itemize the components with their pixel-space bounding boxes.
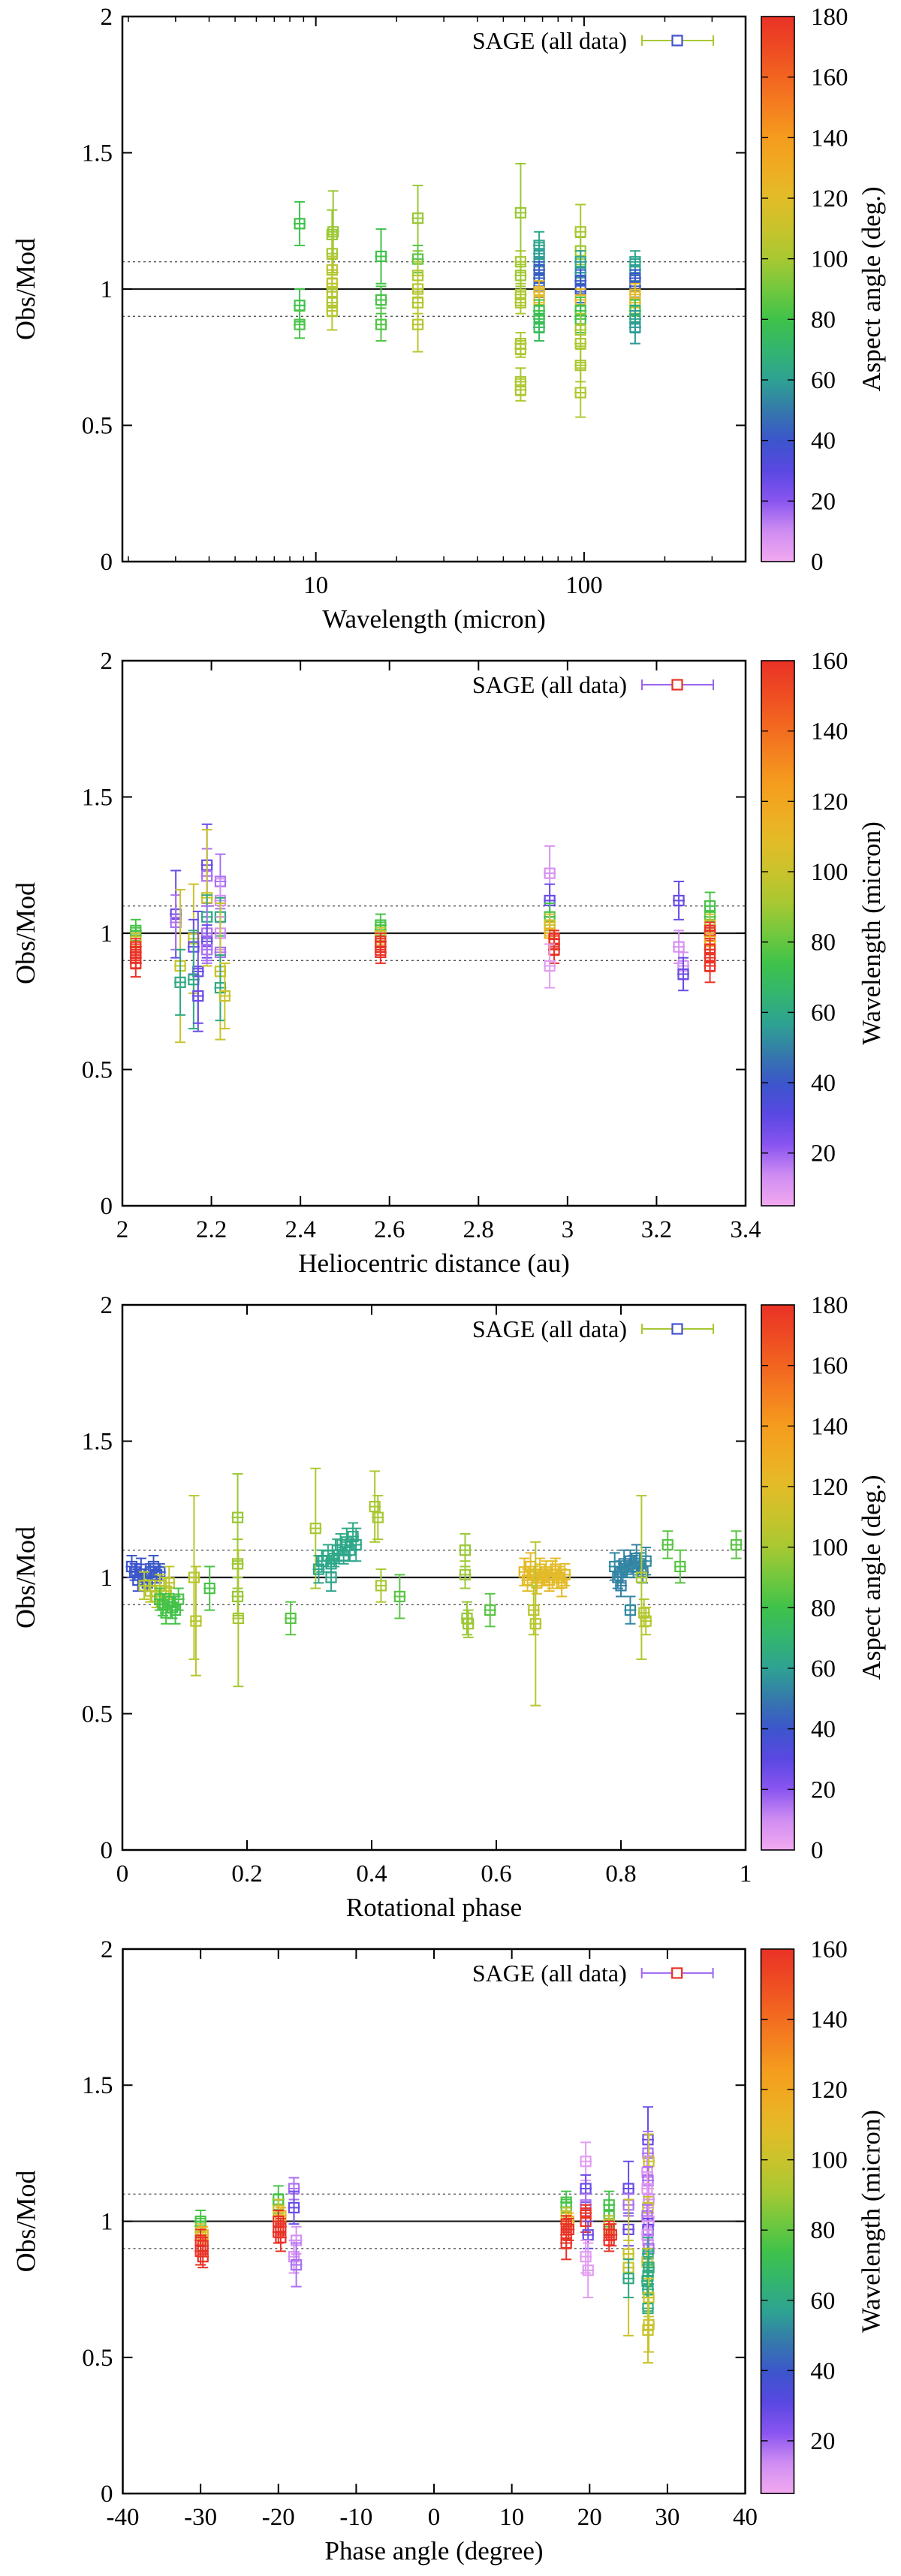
- svg-text:0: 0: [100, 1193, 113, 1220]
- colorbar: [761, 1292, 886, 1864]
- legend-label: SAGE (all data): [472, 27, 627, 54]
- legend: [472, 27, 713, 54]
- svg-text:140: 140: [811, 718, 848, 746]
- legend-label: SAGE (all data): [472, 671, 627, 698]
- y-axis-title: Obs/Mod: [11, 2170, 41, 2273]
- svg-text:2: 2: [116, 1216, 129, 1243]
- legend: [472, 1960, 713, 1987]
- y-axis-title: Obs/Mod: [11, 1526, 41, 1629]
- svg-text:80: 80: [810, 2217, 836, 2245]
- colorbar-title: Wavelength (micron): [856, 2110, 886, 2333]
- svg-text:160: 160: [811, 648, 848, 675]
- svg-text:10: 10: [499, 2504, 525, 2532]
- svg-text:100: 100: [811, 1534, 848, 1562]
- svg-text:80: 80: [811, 929, 836, 957]
- svg-text:10: 10: [303, 572, 329, 599]
- svg-text:0: 0: [811, 1837, 824, 1864]
- svg-text:20: 20: [811, 1140, 836, 1167]
- colorbar-title: Aspect angle (deg.): [857, 1475, 886, 1680]
- legend-label: SAGE (all data): [472, 1315, 627, 1342]
- svg-text:40: 40: [810, 2358, 836, 2385]
- svg-text:0.4: 0.4: [356, 1860, 387, 1888]
- svg-text:0.5: 0.5: [81, 1701, 113, 1728]
- chart-obs-mod-vs-wavelength: [0, 0, 901, 644]
- colorbar-title: Aspect angle (deg.): [857, 186, 886, 392]
- svg-text:0: 0: [427, 2504, 441, 2532]
- svg-text:40: 40: [811, 427, 836, 455]
- svg-text:0: 0: [811, 549, 824, 576]
- colorbar: [761, 1936, 886, 2493]
- svg-text:20: 20: [810, 2427, 836, 2455]
- colorbar: [761, 4, 886, 576]
- svg-text:1: 1: [100, 920, 113, 948]
- svg-text:180: 180: [811, 1292, 848, 1319]
- svg-text:2: 2: [100, 1292, 113, 1319]
- svg-text:0.5: 0.5: [82, 2344, 113, 2372]
- svg-text:2: 2: [100, 4, 113, 31]
- legend-marker: [672, 1968, 682, 1978]
- svg-text:0: 0: [101, 2481, 113, 2508]
- svg-text:180: 180: [811, 4, 848, 31]
- svg-text:0: 0: [100, 549, 113, 576]
- colorbar: [761, 648, 886, 1206]
- svg-text:100: 100: [565, 572, 603, 599]
- svg-text:0.8: 0.8: [605, 1860, 637, 1888]
- svg-text:3.4: 3.4: [730, 1216, 761, 1243]
- svg-text:40: 40: [733, 2504, 758, 2532]
- svg-text:1: 1: [739, 1860, 752, 1888]
- x-axis-title: Heliocentric distance (au): [298, 1249, 570, 1278]
- svg-text:140: 140: [811, 125, 848, 152]
- svg-text:1: 1: [101, 2208, 113, 2236]
- svg-text:140: 140: [810, 2006, 848, 2034]
- data-points: [125, 1469, 742, 1706]
- svg-text:60: 60: [811, 367, 836, 394]
- svg-text:1.5: 1.5: [82, 2072, 113, 2100]
- svg-text:1.5: 1.5: [81, 140, 113, 167]
- y-axis-title: Obs/Mod: [11, 881, 41, 985]
- svg-text:-20: -20: [261, 2504, 295, 2532]
- svg-text:80: 80: [811, 306, 836, 334]
- svg-text:160: 160: [810, 1936, 848, 1963]
- reference-lines: [122, 262, 746, 317]
- svg-text:160: 160: [811, 1352, 848, 1380]
- legend: [472, 671, 713, 698]
- colorbar-title: Wavelength (micron): [857, 821, 886, 1045]
- x-axis-title: Phase angle (degree): [324, 2536, 544, 2566]
- y-axis-title: Obs/Mod: [11, 237, 41, 341]
- svg-text:100: 100: [811, 246, 848, 273]
- svg-text:0: 0: [100, 1837, 113, 1864]
- svg-text:30: 30: [655, 2504, 680, 2532]
- svg-text:100: 100: [810, 2147, 848, 2174]
- x-axis-title: Rotational phase: [345, 1893, 523, 1922]
- svg-text:1.5: 1.5: [81, 1428, 113, 1456]
- svg-text:120: 120: [811, 788, 848, 816]
- svg-text:-40: -40: [106, 2504, 140, 2532]
- svg-text:0.2: 0.2: [231, 1860, 263, 1888]
- svg-text:3: 3: [561, 1216, 574, 1243]
- svg-text:1: 1: [100, 276, 113, 303]
- legend-marker: [673, 36, 683, 46]
- svg-text:2.4: 2.4: [285, 1216, 316, 1243]
- svg-text:120: 120: [810, 2077, 848, 2104]
- legend-label: SAGE (all data): [472, 1960, 627, 1987]
- legend-marker: [673, 1324, 683, 1334]
- svg-text:60: 60: [811, 999, 836, 1027]
- svg-text:140: 140: [811, 1413, 848, 1441]
- svg-text:40: 40: [811, 1716, 836, 1743]
- svg-text:40: 40: [811, 1070, 836, 1098]
- data-points: [294, 164, 641, 417]
- chart-obs-mod-vs-heliocentric-distance: [0, 644, 901, 1288]
- svg-text:2.6: 2.6: [374, 1216, 405, 1243]
- svg-text:160: 160: [811, 64, 848, 92]
- legend-marker: [673, 680, 683, 690]
- svg-text:0.5: 0.5: [81, 1056, 113, 1084]
- svg-text:120: 120: [811, 185, 848, 212]
- chart-obs-mod-vs-rotational-phase: [0, 1288, 901, 1933]
- svg-text:-10: -10: [339, 2504, 373, 2532]
- svg-text:2.2: 2.2: [195, 1216, 228, 1243]
- svg-text:0.6: 0.6: [481, 1860, 512, 1888]
- svg-text:80: 80: [811, 1595, 836, 1622]
- svg-text:0: 0: [116, 1860, 129, 1888]
- svg-text:20: 20: [811, 1776, 836, 1804]
- svg-text:3.2: 3.2: [640, 1216, 673, 1243]
- legend: [472, 1315, 713, 1342]
- svg-text:100: 100: [811, 859, 848, 887]
- data-points: [194, 2107, 655, 2363]
- svg-text:60: 60: [810, 2287, 836, 2315]
- svg-text:1.5: 1.5: [81, 784, 113, 812]
- x-axis-title: Wavelength (micron): [322, 604, 546, 634]
- reference-lines: [122, 1550, 746, 1605]
- svg-text:2: 2: [100, 648, 113, 675]
- svg-text:60: 60: [811, 1656, 836, 1683]
- svg-text:2: 2: [101, 1936, 113, 1963]
- svg-text:20: 20: [811, 488, 836, 516]
- svg-text:0.5: 0.5: [81, 412, 113, 440]
- chart-obs-mod-vs-phase-angle: [0, 1933, 901, 2576]
- svg-text:20: 20: [577, 2504, 602, 2532]
- svg-text:1: 1: [100, 1565, 113, 1592]
- svg-text:120: 120: [811, 1474, 848, 1501]
- svg-text:2.8: 2.8: [463, 1216, 494, 1243]
- svg-text:-30: -30: [184, 2504, 218, 2532]
